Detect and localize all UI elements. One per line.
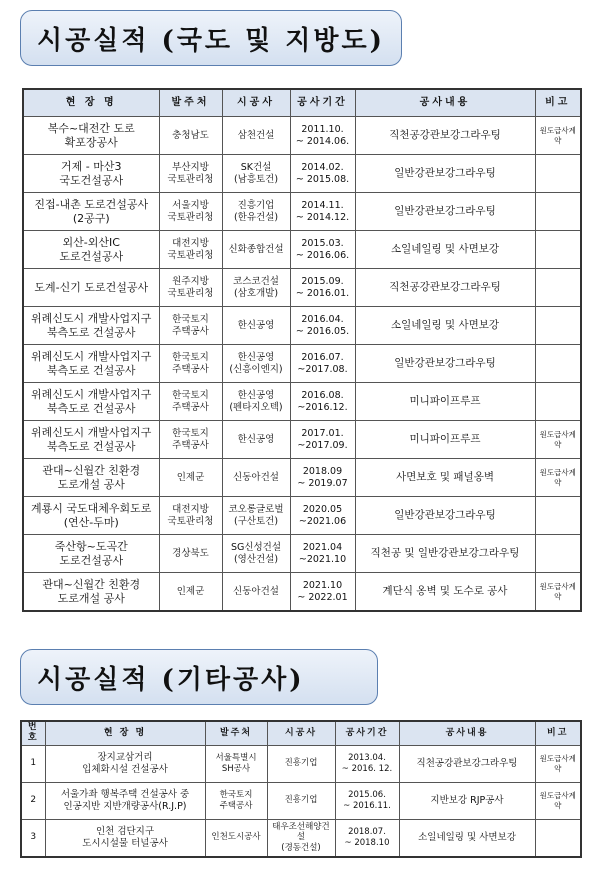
cell-contractor: 신동아건설 xyxy=(222,573,290,612)
cell-no: 2 xyxy=(21,782,45,819)
cell-note: 원도급사계약 xyxy=(535,117,581,155)
cell-period: 2014.02. ~ 2015.08. xyxy=(290,155,355,193)
cell-content: 직천공강관보강그라우팅 xyxy=(355,269,535,307)
cell-note xyxy=(535,345,581,383)
cell-contractor: 한신공영 xyxy=(222,421,290,459)
cell-no: 3 xyxy=(21,819,45,857)
cell-client: 인제군 xyxy=(159,459,222,497)
table-row xyxy=(23,383,581,421)
cell-site: 죽산항~도곡간 도로건설공사 xyxy=(23,535,159,573)
cell-note xyxy=(535,535,581,573)
cell-period: 2018.09 ~ 2019.07 xyxy=(290,459,355,497)
header-note: 비고 xyxy=(535,721,581,745)
cell-period: 2015.03. ~ 2016.06. xyxy=(290,231,355,269)
cell-note xyxy=(535,269,581,307)
section-title-text: 시공실적 (기타공사) xyxy=(37,664,305,695)
cell-contractor: SK건설 (남흥토건) xyxy=(222,155,290,193)
table-row xyxy=(23,269,581,307)
cell-site: 계룡시 국도대체우회도로 (연산-두마) xyxy=(23,497,159,535)
section-title-other xyxy=(20,649,378,705)
cell-period: 2016.04. ~ 2016.05. xyxy=(290,307,355,345)
cell-site: 외산-외산IC 도로건설공사 xyxy=(23,231,159,269)
cell-client: 한국토지 주택공사 xyxy=(159,345,222,383)
cell-note: 원도급사계약 xyxy=(535,782,581,819)
performance-table-roads xyxy=(22,88,582,612)
cell-site: 위례신도시 개발사업지구 북측도로 건설공사 xyxy=(23,421,159,459)
header-note: 비고 xyxy=(535,89,581,117)
header-client: 발주처 xyxy=(159,89,222,117)
cell-period: 2014.11. ~ 2014.12. xyxy=(290,193,355,231)
header-content: 공사내용 xyxy=(355,89,535,117)
cell-note: 원도급사계약 xyxy=(535,745,581,782)
cell-contractor: 신화종합건설 xyxy=(222,231,290,269)
cell-content: 미니파이프루프 xyxy=(355,421,535,459)
cell-period: 2017.01. ~2017.09. xyxy=(290,421,355,459)
cell-period: 2021.10 ~ 2022.01 xyxy=(290,573,355,612)
cell-contractor: 삼천건설 xyxy=(222,117,290,155)
table-row xyxy=(21,745,581,782)
cell-site: 관대~신월간 친환경 도로개설 공사 xyxy=(23,573,159,612)
table-header-row xyxy=(21,721,581,745)
cell-site: 관대~신월간 친환경 도로개설 공사 xyxy=(23,459,159,497)
cell-client: 인천도시공사 xyxy=(205,819,267,857)
cell-no: 1 xyxy=(21,745,45,782)
cell-site: 복수~대전간 도로 확포장공사 xyxy=(23,117,159,155)
cell-content: 직천공강관보강그라우팅 xyxy=(355,117,535,155)
cell-content: 미니파이프루프 xyxy=(355,383,535,421)
cell-client: 원주지방 국토관리청 xyxy=(159,269,222,307)
cell-note: 원도급사계약 xyxy=(535,421,581,459)
section-title-text: 시공실적 (국도 및 지방도) xyxy=(37,25,385,56)
cell-client: 한국토지 주택공사 xyxy=(159,307,222,345)
header-no: 번호 xyxy=(21,721,45,745)
cell-content: 소일네일링 및 사면보강 xyxy=(399,819,535,857)
table-row xyxy=(23,459,581,497)
cell-contractor: 한신공영 (펜타지오텍) xyxy=(222,383,290,421)
header-site: 현 장 명 xyxy=(45,721,205,745)
cell-contractor: 태우조선해양건설 (경동건설) xyxy=(267,819,335,857)
cell-note xyxy=(535,819,581,857)
cell-contractor: SG신성건설 (영산건설) xyxy=(222,535,290,573)
cell-period: 2018.07. ~ 2018.10 xyxy=(335,819,399,857)
table-row xyxy=(21,819,581,857)
table-row xyxy=(23,155,581,193)
header-site: 현 장 명 xyxy=(23,89,159,117)
cell-client: 서울특별시 SH공사 xyxy=(205,745,267,782)
cell-client: 한국토지 주택공사 xyxy=(159,383,222,421)
cell-note: 원도급사계약 xyxy=(535,573,581,612)
header-period: 공사기간 xyxy=(335,721,399,745)
cell-period: 2016.07. ~2017.08. xyxy=(290,345,355,383)
table-row xyxy=(23,573,581,612)
cell-site: 위례신도시 개발사업지구 북측도로 건설공사 xyxy=(23,307,159,345)
cell-contractor: 코스코건설 (삼호개발) xyxy=(222,269,290,307)
cell-note xyxy=(535,383,581,421)
table-row xyxy=(23,231,581,269)
cell-site: 위례신도시 개발사업지구 북측도로 건설공사 xyxy=(23,345,159,383)
table-row xyxy=(21,782,581,819)
table-row xyxy=(23,497,581,535)
cell-content: 사면보호 및 패널옹벽 xyxy=(355,459,535,497)
table-row xyxy=(23,535,581,573)
cell-site: 도계-신기 도로건설공사 xyxy=(23,269,159,307)
cell-content: 소일네일링 및 사면보강 xyxy=(355,231,535,269)
cell-period: 2013.04. ~ 2016. 12. xyxy=(335,745,399,782)
cell-site: 진접-내촌 도로건설공사 (2공구) xyxy=(23,193,159,231)
cell-period: 2016.08. ~2016.12. xyxy=(290,383,355,421)
cell-content: 소일네일링 및 사면보강 xyxy=(355,307,535,345)
cell-client: 한국토지 주택공사 xyxy=(159,421,222,459)
cell-period: 2015.09. ~ 2016.01. xyxy=(290,269,355,307)
cell-client: 대전지방 국토관리청 xyxy=(159,497,222,535)
table-row xyxy=(23,117,581,155)
cell-period: 2020.05 ~2021.06 xyxy=(290,497,355,535)
section-title-roads xyxy=(20,10,402,66)
cell-content: 직천공 및 일반강관보강그라우팅 xyxy=(355,535,535,573)
cell-note xyxy=(535,307,581,345)
cell-client: 인제군 xyxy=(159,573,222,612)
cell-note: 원도급사계약 xyxy=(535,459,581,497)
header-content: 공사내용 xyxy=(399,721,535,745)
cell-content: 일반강관보강그라우팅 xyxy=(355,497,535,535)
cell-site: 위례신도시 개발사업지구 북측도로 건설공사 xyxy=(23,383,159,421)
cell-content: 일반강관보강그라우팅 xyxy=(355,155,535,193)
cell-content: 일반강관보강그라우팅 xyxy=(355,193,535,231)
cell-client: 경상북도 xyxy=(159,535,222,573)
table-header-row xyxy=(23,89,581,117)
table-row xyxy=(23,421,581,459)
cell-client: 충청남도 xyxy=(159,117,222,155)
header-contractor: 시공사 xyxy=(222,89,290,117)
cell-contractor: 진흥기업 xyxy=(267,745,335,782)
cell-client: 한국토지 주택공사 xyxy=(205,782,267,819)
cell-period: 2021.04 ~2021.10 xyxy=(290,535,355,573)
cell-contractor: 코오롱글로벌 (구산토건) xyxy=(222,497,290,535)
cell-period: 2015.06. ~ 2016.11. xyxy=(335,782,399,819)
cell-site: 인천 검단지구 도시시설물 터널공사 xyxy=(45,819,205,857)
cell-note xyxy=(535,155,581,193)
cell-contractor: 진흥기업 xyxy=(267,782,335,819)
cell-client: 부산지방 국토관리청 xyxy=(159,155,222,193)
header-period: 공사기간 xyxy=(290,89,355,117)
cell-contractor: 신동아건설 xyxy=(222,459,290,497)
cell-content: 지반보강 RJP공사 xyxy=(399,782,535,819)
cell-client: 대전지방 국토관리청 xyxy=(159,231,222,269)
table-row xyxy=(23,345,581,383)
cell-note xyxy=(535,231,581,269)
cell-site: 거제 - 마산3 국도건설공사 xyxy=(23,155,159,193)
cell-content: 일반강관보강그라우팅 xyxy=(355,345,535,383)
cell-content: 직천공강관보강그라우팅 xyxy=(399,745,535,782)
cell-contractor: 한신공영 xyxy=(222,307,290,345)
cell-note xyxy=(535,497,581,535)
cell-period: 2011.10. ~ 2014.06. xyxy=(290,117,355,155)
header-client: 발주처 xyxy=(205,721,267,745)
table-row xyxy=(23,193,581,231)
cell-contractor: 진흥기업 (한유건설) xyxy=(222,193,290,231)
cell-site: 서울가좌 행복주택 건설공사 중 인공지반 지반개량공사(R.J.P) xyxy=(45,782,205,819)
table-row xyxy=(23,307,581,345)
header-contractor: 시공사 xyxy=(267,721,335,745)
cell-client: 서울지방 국토관리청 xyxy=(159,193,222,231)
performance-table-other xyxy=(20,720,582,858)
cell-note xyxy=(535,193,581,231)
cell-contractor: 한신공영 (신흥이엔지) xyxy=(222,345,290,383)
cell-content: 계단식 옹벽 및 도수로 공사 xyxy=(355,573,535,612)
cell-site: 장지교삼거리 입체화시설 건설공사 xyxy=(45,745,205,782)
